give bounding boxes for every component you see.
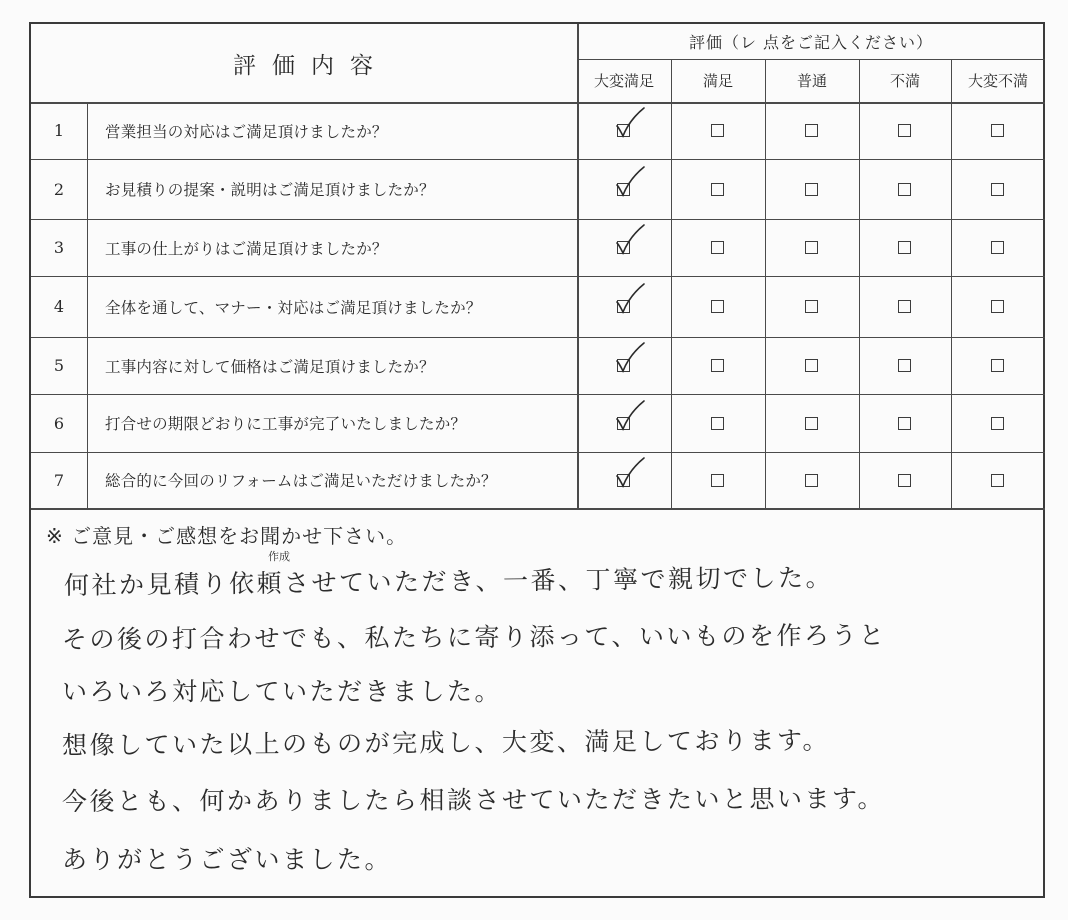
check-mark-icon <box>614 399 650 433</box>
rating-checkbox[interactable] <box>711 359 724 372</box>
question-number: 2 <box>53 179 65 199</box>
rating-checkbox[interactable] <box>805 183 818 196</box>
question-number: 7 <box>53 470 65 490</box>
rating-checkbox[interactable] <box>898 183 911 196</box>
rating-checkbox[interactable] <box>898 474 911 487</box>
question-text: 工事の仕上がりはご満足頂けましたか？ <box>105 239 388 258</box>
rating-checkbox[interactable] <box>805 359 818 372</box>
question-text: 打合せの期限どおりに工事が完了いたしましたか？ <box>105 415 467 433</box>
rating-checkbox[interactable] <box>711 183 724 196</box>
rating-checkbox[interactable] <box>711 474 724 487</box>
question-number: 4 <box>53 297 65 316</box>
question-number: 3 <box>53 238 65 257</box>
question-number: 5 <box>53 356 65 375</box>
check-mark-icon <box>614 223 650 257</box>
comment-line: その後の打合わせでも、私たちに寄り添って、いいものを作ろうと <box>61 620 887 654</box>
rating-checkbox[interactable] <box>991 124 1004 137</box>
rating-checkbox[interactable] <box>991 359 1004 372</box>
question-number: 1 <box>53 121 65 140</box>
check-mark-icon <box>614 165 650 199</box>
rating-checkbox[interactable] <box>898 300 911 313</box>
column-header-very-satisfied: 大変満足 <box>593 72 654 90</box>
content-header: 評価内容 <box>233 52 389 79</box>
comment-line: 想像していた以上のものが完成し、大変、満足しております。 <box>61 725 831 760</box>
comment-line: ありがとうございました。 <box>62 845 393 874</box>
rating-checkbox[interactable] <box>991 417 1004 430</box>
question-text: お見積りの提案・説明はご満足頂けましたか？ <box>105 181 435 199</box>
question-text: 営業担当の対応はご満足頂けましたか？ <box>105 122 388 141</box>
check-mark-icon <box>614 282 650 316</box>
rating-checkbox[interactable] <box>898 124 911 137</box>
check-mark-icon <box>614 341 650 375</box>
check-mark-icon <box>614 106 650 140</box>
question-text: 全体を通して、マナー・対応はご満足頂けましたか？ <box>105 298 482 317</box>
survey-table <box>29 22 1045 898</box>
rating-checkbox[interactable] <box>991 241 1004 254</box>
rating-checkbox[interactable] <box>805 474 818 487</box>
question-text: 総合的に今回のリフォームはご満足いただけましたか？ <box>105 472 497 490</box>
column-header-dissatisfied: 不満 <box>889 72 920 90</box>
column-header-satisfied: 満足 <box>702 72 733 90</box>
rating-checkbox[interactable] <box>805 124 818 137</box>
rating-checkbox[interactable] <box>898 417 911 430</box>
question-text: 工事内容に対して価格はご満足頂けましたか？ <box>105 357 435 376</box>
rating-checkbox[interactable] <box>991 183 1004 196</box>
comments-title: ※ ご意見・ご感想をお聞かせ下さい。 <box>46 524 408 548</box>
rating-checkbox[interactable] <box>805 300 818 313</box>
column-header-neutral: 普通 <box>796 72 827 90</box>
rating-checkbox[interactable] <box>898 359 911 372</box>
rating-checkbox[interactable] <box>711 417 724 430</box>
comment-line: 何社か見積り依頼させていただき、一番、丁寧で親切でした。 <box>63 562 834 600</box>
comment-line: いろいろ対応していただきました。 <box>62 677 503 706</box>
rating-checkbox[interactable] <box>991 300 1004 313</box>
rating-checkbox[interactable] <box>805 417 818 430</box>
column-header-very-dissatisfied: 大変不満 <box>967 72 1028 90</box>
check-mark-icon <box>614 456 650 490</box>
rating-checkbox[interactable] <box>711 300 724 313</box>
rating-checkbox[interactable] <box>991 474 1004 487</box>
rating-checkbox[interactable] <box>711 241 724 254</box>
question-number: 6 <box>53 413 65 433</box>
comment-line: 今後とも、何かありましたら相談させていただきたいと思います。 <box>61 784 886 816</box>
rating-checkbox[interactable] <box>898 241 911 254</box>
rating-checkbox[interactable] <box>711 124 724 137</box>
handwritten-annotation: 作成 <box>268 550 290 563</box>
rating-checkbox[interactable] <box>805 241 818 254</box>
rating-header: 評価（レ 点をご記入ください） <box>688 33 934 52</box>
